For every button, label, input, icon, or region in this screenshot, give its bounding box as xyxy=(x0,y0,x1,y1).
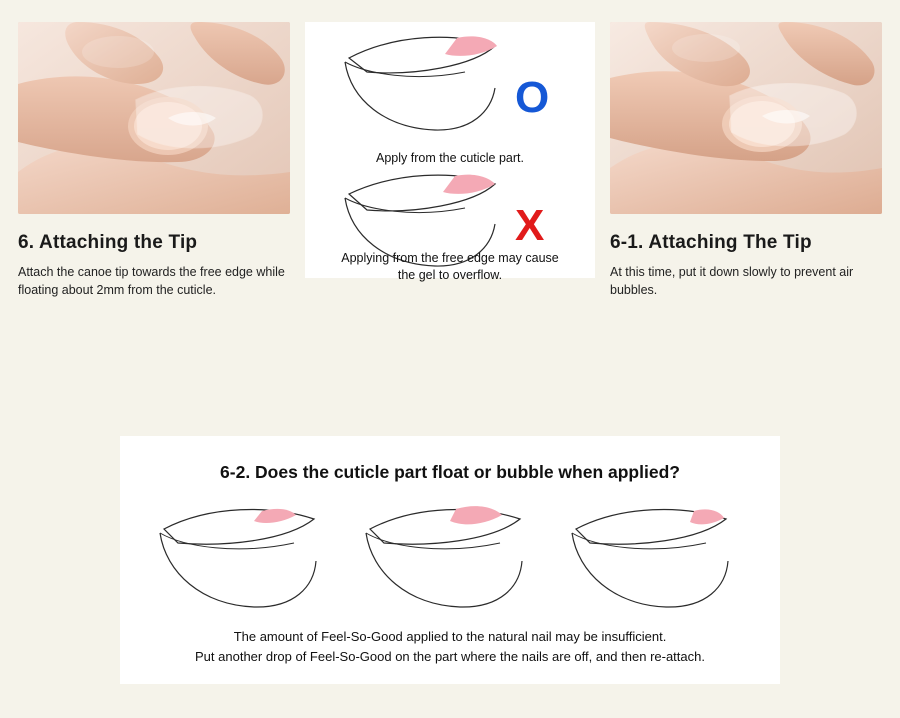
good-mark-o: O xyxy=(515,73,550,122)
step-6-photo-illustration xyxy=(18,22,290,214)
nail-figure-2 xyxy=(360,499,540,619)
good-caption: Apply from the cuticle part. xyxy=(376,151,524,165)
bottom-card-figures xyxy=(120,499,780,619)
step-6-1-photo xyxy=(610,22,882,214)
cuticle-float-card xyxy=(120,436,780,684)
diagram-column xyxy=(305,22,595,299)
bad-caption-line1: Applying from the free edge may cause xyxy=(341,251,559,265)
bottom-card-title: 6-2. Does the cuticle part float or bubble when applied? xyxy=(220,462,680,482)
step-6-photo xyxy=(18,22,290,214)
bad-mark-x: X xyxy=(515,201,545,250)
application-direction-card xyxy=(305,22,595,282)
nail-figure-3 xyxy=(566,499,746,619)
bottom-card-text-line2: Put another drop of Feel-So-Good on the part where the nails are off, and then re-attach. xyxy=(195,649,705,665)
step-6-1-column xyxy=(610,22,882,299)
good-application-diagram xyxy=(305,28,595,148)
nail-figure-1 xyxy=(154,499,334,619)
step-6-title: 6. Attaching the Tip xyxy=(18,232,198,253)
step-6-body: Attach the canoe tip towards the free edge while floating about 2mm from the cuticle. xyxy=(18,265,285,298)
step-6-1-body: At this time, put it down slowly to prevent air bubbles. xyxy=(610,265,854,298)
bad-caption-line2: the gel to overflow. xyxy=(397,268,503,282)
top-row xyxy=(0,22,900,299)
bottom-card-text-line1: The amount of Feel-So-Good applied to the natural nail may be insufficient. xyxy=(233,629,667,644)
step-6-column xyxy=(18,22,290,299)
step-6-1-photo-illustration xyxy=(610,22,882,214)
step-6-1-title: 6-1. Attaching The Tip xyxy=(610,232,812,253)
